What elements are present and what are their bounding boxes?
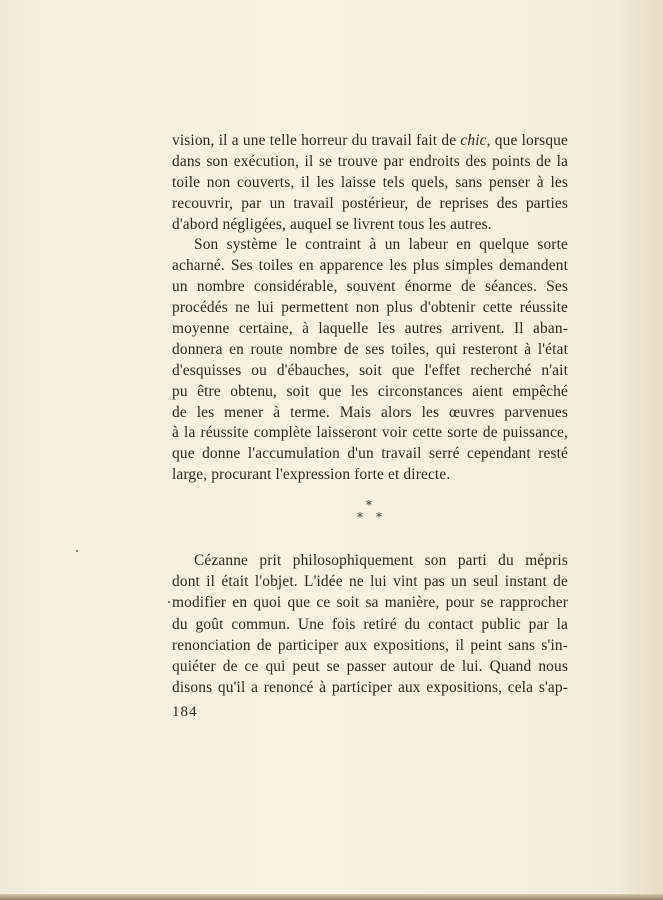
text-line: pu être obtenu, soit que les circonstances aient empêché xyxy=(172,382,568,400)
text-line: que donne l'accumulation d'un travail serré cependant resté xyxy=(172,445,568,463)
text-line: quiéter de ce qui peut se passer autour de lui. Quand nous xyxy=(172,657,568,675)
asterisk-mark: * xyxy=(357,510,363,524)
text-line: un nombre considérable, souvent énorme de séances. Ses xyxy=(172,278,568,296)
text-line: Son système le contraint à un labeur en quelque sorte xyxy=(194,236,568,254)
text-line: large, procurant l'expression forte et directe. xyxy=(172,466,451,484)
text-line: dans son exécution, il se trouve par endroits des points de la xyxy=(172,152,568,170)
text-line: acharné. Ses toiles en apparence les plus simples demandent xyxy=(172,257,568,275)
asterisk-mark: * xyxy=(366,498,372,512)
asterisk-mark: * xyxy=(376,510,382,524)
text-column-lower xyxy=(172,550,568,698)
text-line: procédés ne lui permettent non plus d'obtenir cette réussite xyxy=(172,299,568,317)
page-number: 184 xyxy=(172,704,198,720)
text-line: Cézanne prit philosophiquement son parti du mépris xyxy=(194,552,568,569)
text-line: moyenne certaine, à laquelle les autres arrivent. Il aban- xyxy=(172,320,568,338)
text-line: vision, il a une telle horreur du travail fait de chic, que lorsque xyxy=(172,132,568,149)
paper-speck xyxy=(76,550,78,552)
section-break-asterism xyxy=(350,499,394,525)
text-line: dont il était l'objet. L'idée ne lui vint pas un seul instant de xyxy=(172,573,568,591)
text-line: d'esquisses ou d'ébauches, soit que l'effet recherché n'ait xyxy=(172,361,568,379)
paper-speck xyxy=(168,601,170,603)
text-line: du goût commun. Une fois retiré du contact public par la xyxy=(172,615,568,633)
text-line: toile non couverts, il les laisse tels quels, sans penser à les xyxy=(172,173,568,191)
italic-word: chic xyxy=(460,132,487,149)
text-line: renonciation de participer aux expositions, il peint sans s'in- xyxy=(172,636,568,654)
text-line: donnera en route nombre de ses toiles, qui resteront à l'état xyxy=(172,340,568,358)
text-line: modifier en quoi que ce soit sa manière, pour se rapprocher xyxy=(172,594,568,612)
text-line: recouvrir, par un travail postérieur, de reprises des parties xyxy=(172,194,568,212)
paragraph-cezanne xyxy=(172,550,568,698)
text-line: disons qu'il a renoncé à participer aux expositions, cela s'ap- xyxy=(172,679,568,697)
paragraph-continued xyxy=(172,131,568,235)
text-line: d'abord négligées, auquel se livrent tous les autres. xyxy=(172,215,492,233)
text-line: à la réussite complète laisseront voir cette sorte de puissance, xyxy=(172,424,568,442)
paragraph-systeme xyxy=(172,235,568,486)
text-line: de les mener à terme. Mais alors les œuvres parvenues xyxy=(172,403,568,421)
text-column-upper xyxy=(172,131,568,486)
